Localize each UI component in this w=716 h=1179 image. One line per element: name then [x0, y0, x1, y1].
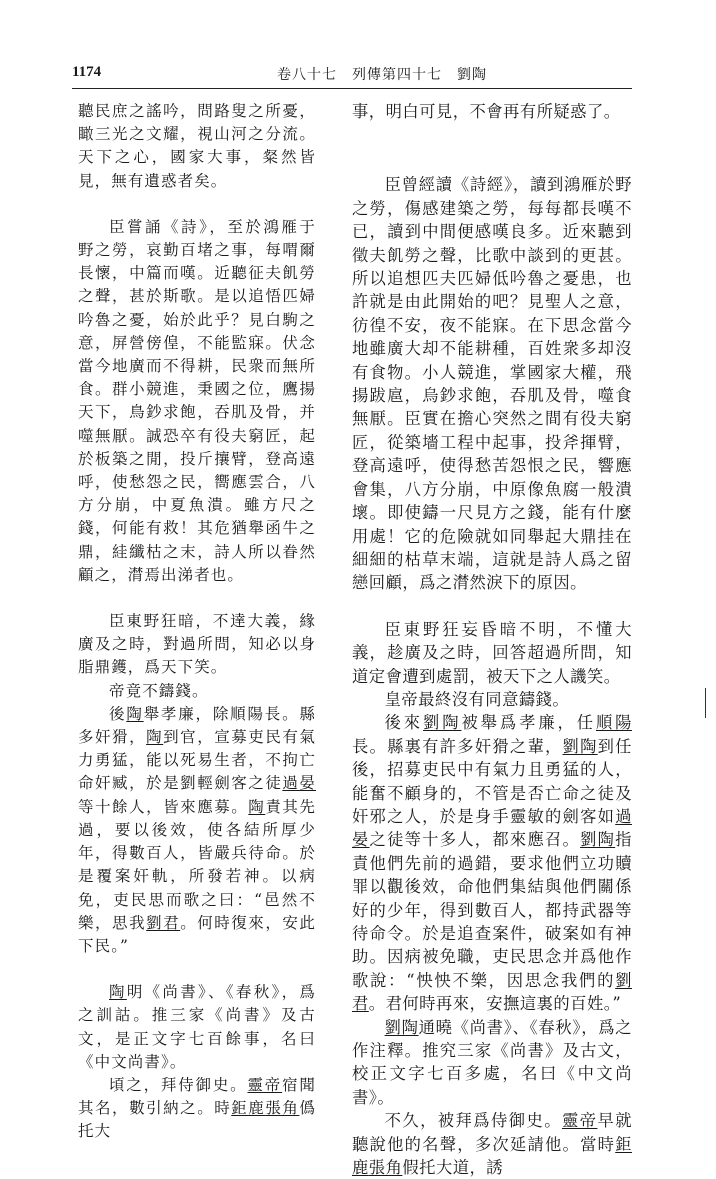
classical-text-column — [78, 100, 316, 1144]
proper-name: 過晏 — [352, 806, 632, 850]
text-run: 後來 — [384, 713, 424, 733]
translation-paragraph-5 — [352, 711, 632, 1015]
text-run: 劉 — [180, 774, 198, 793]
classical-paragraph-7 — [78, 1074, 316, 1144]
translation-paragraph-1: 事，明白可見，不會再有所疑惑了。 — [352, 102, 621, 121]
proper-name: 鉅鹿 — [352, 1134, 632, 1178]
text-run: 通曉《尚書》、《春秋》，爲之作注釋。推究三家《尚書》及古文，校正文字七百多處，名曰《中文尚書》。 — [352, 1017, 632, 1107]
running-head: 卷八十七 列傳第四十七 劉陶 — [277, 67, 487, 83]
proper-name: 劉陶 — [562, 736, 598, 756]
translation-paragraph-4: 皇帝最終沒有同意鑄錢。 — [384, 689, 570, 709]
classical-paragraph-1: 聽民庶之謠吟，問路叟之所憂，瞰三光之文耀，視山河之分流。天下之心，國家大事，粲然皆見，無有遺惑者矣。 — [78, 102, 316, 190]
proper-name: 鉅鹿 — [231, 1099, 266, 1118]
text-run: 之徒等十多人，都來應召。 — [369, 830, 581, 850]
proper-name: 劉陶 — [384, 1017, 419, 1037]
text-run: 長。縣裏有許多奸猾之輩， — [352, 736, 563, 756]
classical-paragraph-6 — [78, 981, 316, 1074]
paragraph-gap — [78, 587, 316, 610]
text-run: 等十餘人，皆來應募。 — [78, 797, 249, 816]
translation-paragraph-6 — [352, 1016, 632, 1110]
modern-translation-column — [352, 100, 632, 1179]
page-header — [72, 64, 632, 84]
proper-name: 劉君 — [352, 970, 632, 1014]
proper-name: 張角 — [368, 1158, 403, 1178]
proper-name: 陶 — [109, 983, 127, 1002]
translation-paragraph-3: 臣東野狂妄昏暗不明，不懂大義，趁廣及之時，回答超過所問，知道定會遭到處罰，被天下之人譏笑。 — [352, 619, 632, 686]
text-run: 到任後，招募吏民中有氣力且勇猛的人，能奮不顧身的，不管是否亡命之徒及奸邪之人，於是身手靈敏的劍客如 — [352, 736, 632, 826]
text-run: 假托大道，誘 — [402, 1158, 504, 1178]
paragraph-gap — [78, 193, 316, 216]
proper-name: 陶 — [146, 728, 164, 747]
proper-name: 劉陶 — [580, 830, 616, 850]
text-run: 不久，被拜爲侍御史。 — [384, 1111, 562, 1131]
proper-name: 張角 — [265, 1099, 300, 1118]
header-rule — [72, 88, 632, 89]
text-run: 。君何時再來，安撫這裏的百姓。” — [368, 994, 622, 1014]
classical-paragraph-3: 臣東野狂暗，不達大義，緣廣及之時，對過所問，知必以身脂鼎鑊，爲天下笑。 — [78, 612, 316, 677]
proper-name: 陶 — [248, 797, 266, 816]
text-run: 被舉爲孝廉，任 — [461, 713, 596, 733]
text-run: 。何時復來，安此下民。” — [78, 913, 316, 955]
proper-name: 靈帝 — [247, 1075, 283, 1094]
text-run: 僞托大 — [78, 1099, 316, 1141]
text-run: 明《尚書》、《春秋》，爲之訓詁。推三家《尚書》及古文，是正文字七百餘事，名曰《中文尚書》。 — [78, 983, 316, 1071]
text-run: 後 — [109, 704, 127, 723]
classical-paragraph-4: 帝竟不鑄錢。 — [109, 681, 209, 700]
text-run: 指責他們先前的過錯，要求他們立功贖罪以觀後效，命他們集結與他們關係好的少年，得到數百人，都持武器等待命令。於是追查案件，破案如有神助。因病被免職，吏民思念并爲他作歌說：“怏怏不樂，因思念我們的 — [352, 830, 632, 990]
text-run: 早就聽說他的名聲，多次延請他。當時 — [352, 1111, 632, 1154]
paragraph-gap — [78, 958, 316, 981]
text-run: 宿聞其名，數引納之。時 — [78, 1075, 317, 1118]
translation-paragraph-2: 臣曾經讀《詩經》，讀到鴻雁於野之勞，傷感建築之勞，每每都長嘆不已，讀到中間便感嘆良多。近來聽到徵夫飢勞之聲，比歌中談到的更甚。所以追想匹夫匹婦低吟魯之憂患，也許就是由此開始的吧？見聖人之意，彷徨不安，夜不能寐。在下思念當今地雖廣大却不能耕種，百姓衆多却沒有食物。小人競進，掌國家大權，飛揚跋扈，烏鈔求飽，吞肌及骨，噬食無厭。臣實在擔心突然之間有役夫窮匠，從築墻工程中起事，投斧揮臂，登高遠呼，使得愁苦怨恨之民，響應會集，八方分崩，中原像魚腐一般潰壞。即使鑄一尺見方之錢，能有什麼用處！它的危險就如同舉起大鼎挂在細細的枯草末端，這就是詩人爲之留戀回顧，爲之潸然淚下的原因。 — [352, 175, 632, 593]
classical-paragraph-2: 臣嘗誦《詩》，至於鴻雁于野之勞，哀勤百堵之事，每喟爾長懷，中篇而嘆。近聽征夫飢勞之聲，甚於斯歌。是以追悟匹婦吟魯之憂，始於此乎？見白駒之意，屏營傍偟，不能監寐。伏念當今地廣而不得耕，民衆而無所食。群小競進，秉國之位，鷹揚天下，鳥鈔求飽，吞肌及骨，并噬無厭。誠恐卒有役夫窮匠，起於板築之閒，投斤攘臂，登高遠呼，使愁怨之民，嚮應雲合，八方分崩，中夏魚潰。雖方尺之錢，何能有救！其危猶舉函牛之鼎，絓纖枯之末，詩人所以眷然顧之，潸焉出涕者也。 — [78, 217, 316, 584]
translation-paragraph-7 — [352, 1109, 632, 1179]
text-run: 到官，宣募吏民有氣力勇猛，能以死易生者，不拘亡命奸臧，於是 — [78, 728, 316, 793]
paragraph-gap — [352, 595, 632, 618]
proper-name: 順陽 — [595, 713, 632, 733]
proper-name: 靈帝 — [561, 1111, 598, 1131]
text-run: 頃之，拜侍御史。 — [109, 1075, 248, 1094]
proper-name: 劉君 — [146, 913, 181, 932]
text-run: 輕劍客之徒 — [197, 774, 283, 793]
proper-name: 陶 — [126, 704, 144, 723]
classical-paragraph-5 — [78, 703, 316, 958]
proper-name: 過晏 — [282, 774, 316, 793]
text-run: 舉孝廉，除順陽長。縣多奸猾， — [78, 704, 316, 747]
margin-mark — [705, 688, 706, 718]
page-number: 1174 — [72, 64, 102, 80]
text-run: 責其先過，要以後效，使各結所厚少年，得數百人，皆嚴兵待命。於是覆案奸軌，所發若神。以病免，吏民思而歌之曰：“邑然不樂，思我 — [78, 797, 316, 932]
proper-name: 劉陶 — [423, 713, 462, 733]
paragraph-gap — [352, 123, 632, 173]
